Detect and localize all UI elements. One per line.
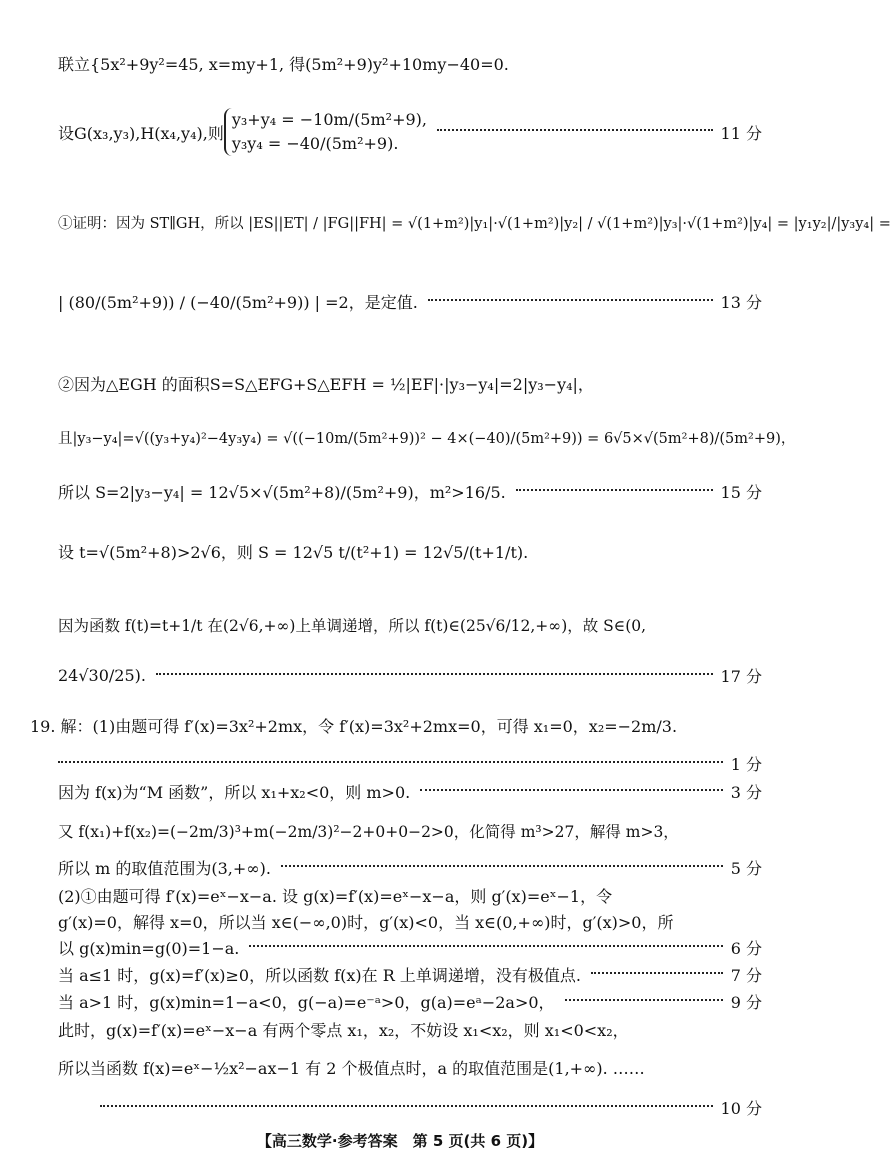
text-line: g′(x)=0，解得 x=0，所以当 x∈(−∞,0)时，g′(x)<0，当 x∈(0,+∞)时，g′(x)>0，所 [58, 913, 674, 932]
score-label: 5 分 [730, 859, 762, 878]
text-line: 所以当函数 f(x)=eˣ−½x²−ax−1 有 2 个极值点时，a 的取值范围是(1,+∞). …… [58, 1059, 645, 1078]
text-fragment: 设G(x₃,y₃),H(x₄,y₄),则 [58, 123, 224, 143]
dot-leader [249, 945, 722, 947]
text-line: ①证明：因为 ST∥GH，所以 |ES||ET| / |FG||FH| = √(1+m²)|y₁|·√(1+m²)|y₂| / √(1+m²)|y₃|·√(1+m²)|y₄| = |y₁y₂|/|y₃y₄| = [58, 216, 891, 232]
text-line: 19. 解：(1)由题可得 f′(x)=3x²+2mx，令 f′(x)=3x²+2mx=0，可得 x₁=0，x₂=−2m/3. [30, 717, 678, 736]
score-label: 3 分 [730, 783, 762, 802]
text-line [58, 936, 762, 959]
page-footer: 【高三数学·参考答案 第 5 页(共 6 页)】 [256, 1132, 544, 1150]
text-line: 设 t=√(5m²+8)>2√6，则 S = 12√5 t/(t²+1) = 12√5/(t+1/t). [58, 543, 529, 562]
score-label: 11 分 [720, 123, 762, 143]
text-line: 又 f(x₁)+f(x₂)=(−2m/3)³+m(−2m/3)²−2+0+0−2>0，化简得 m³>27，解得 m>3， [58, 823, 679, 841]
text-fragment: 所以 S=2|y₃−y₄| = 12√5×√(5m²+8)/(5m²+9)，m²>16/5. [58, 483, 506, 502]
score-label: 13 分 [720, 293, 762, 312]
text-line [58, 108, 762, 156]
text-line [58, 990, 762, 1013]
dot-leader [437, 129, 713, 131]
dot-leader [100, 1105, 713, 1107]
dot-leader [428, 299, 713, 301]
text-line: 且|y₃−y₄|=√((y₃+y₄)²−4y₃y₄) = √((−10m/(5m²+9))² − 4×(−40)/(5m²+9)) = 6√5×√(5m²+8)/(5m²+9)， [58, 431, 796, 447]
text-line: 此时，g(x)=f′(x)=eˣ−x−a 有两个零点 x₁，x₂，不妨设 x₁<x₂，则 x₁<0<x₂， [58, 1021, 629, 1040]
dot-leader [420, 789, 722, 791]
text-fragment: 当 a>1 时，g(x)min=1−a<0，g(−a)=e⁻ᵃ>0，g(a)=eᵃ−2a>0， [58, 993, 555, 1012]
text-line [58, 290, 762, 313]
text-fragment: 当 a≤1 时，g(x)=f′(x)≥0，所以函数 f(x)在 R 上单调递增，没有极值点. [58, 966, 581, 985]
text-line [100, 1096, 762, 1119]
equation: y₃y₄ = −40/(5m²+9). [231, 134, 399, 153]
equation-system [224, 108, 427, 156]
score-label: 15 分 [720, 483, 762, 502]
dot-leader [516, 489, 713, 491]
text-fragment: 因为 f(x)为“M 函数”，所以 x₁+x₂<0，则 m>0. [58, 783, 411, 802]
text-line: (2)①由题可得 f′(x)=eˣ−x−a. 设 g(x)=f′(x)=eˣ−x−a，则 g′(x)=eˣ−1，令 [58, 887, 613, 906]
dot-leader [281, 865, 723, 867]
equation: y₃+y₄ = −10m/(5m²+9), [231, 110, 427, 129]
score-label: 6 分 [730, 939, 762, 958]
dot-leader [156, 673, 713, 675]
text-line [58, 856, 762, 879]
text-fragment: 24√30/25). [58, 666, 146, 685]
text-line [58, 664, 762, 687]
dot-leader [565, 999, 723, 1001]
text-line: 联立{5x²+9y²=45, x=my+1, 得(5m²+9)y²+10my−40=0. [58, 55, 509, 74]
text-line [58, 752, 762, 775]
text-fragment: 所以 m 的取值范围为(3,+∞). [58, 859, 271, 878]
score-label: 7 分 [730, 966, 762, 985]
score-label: 1 分 [730, 755, 762, 774]
text-line: ②因为△EGH 的面积S=S△EFG+S△EFH = ½|EF|·|y₃−y₄|=2|y₃−y₄|， [58, 375, 594, 394]
dot-leader [58, 761, 723, 763]
text-fragment: 以 g(x)min=g(0)=1−a. [58, 939, 240, 958]
score-label: 17 分 [720, 667, 762, 686]
text-fragment: | (80/(5m²+9)) / (−40/(5m²+9)) | =2，是定值. [58, 293, 418, 312]
text-line [58, 963, 762, 986]
text-line: 因为函数 f(t)=t+1/t 在(2√6,+∞)上单调递增，所以 f(t)∈(25√6/12,+∞)，故 S∈(0, [58, 617, 647, 635]
text-line [58, 780, 762, 803]
score-label: 9 分 [730, 993, 762, 1012]
dot-leader [591, 972, 723, 974]
text-line [58, 480, 762, 503]
score-label: 10 分 [720, 1099, 762, 1118]
